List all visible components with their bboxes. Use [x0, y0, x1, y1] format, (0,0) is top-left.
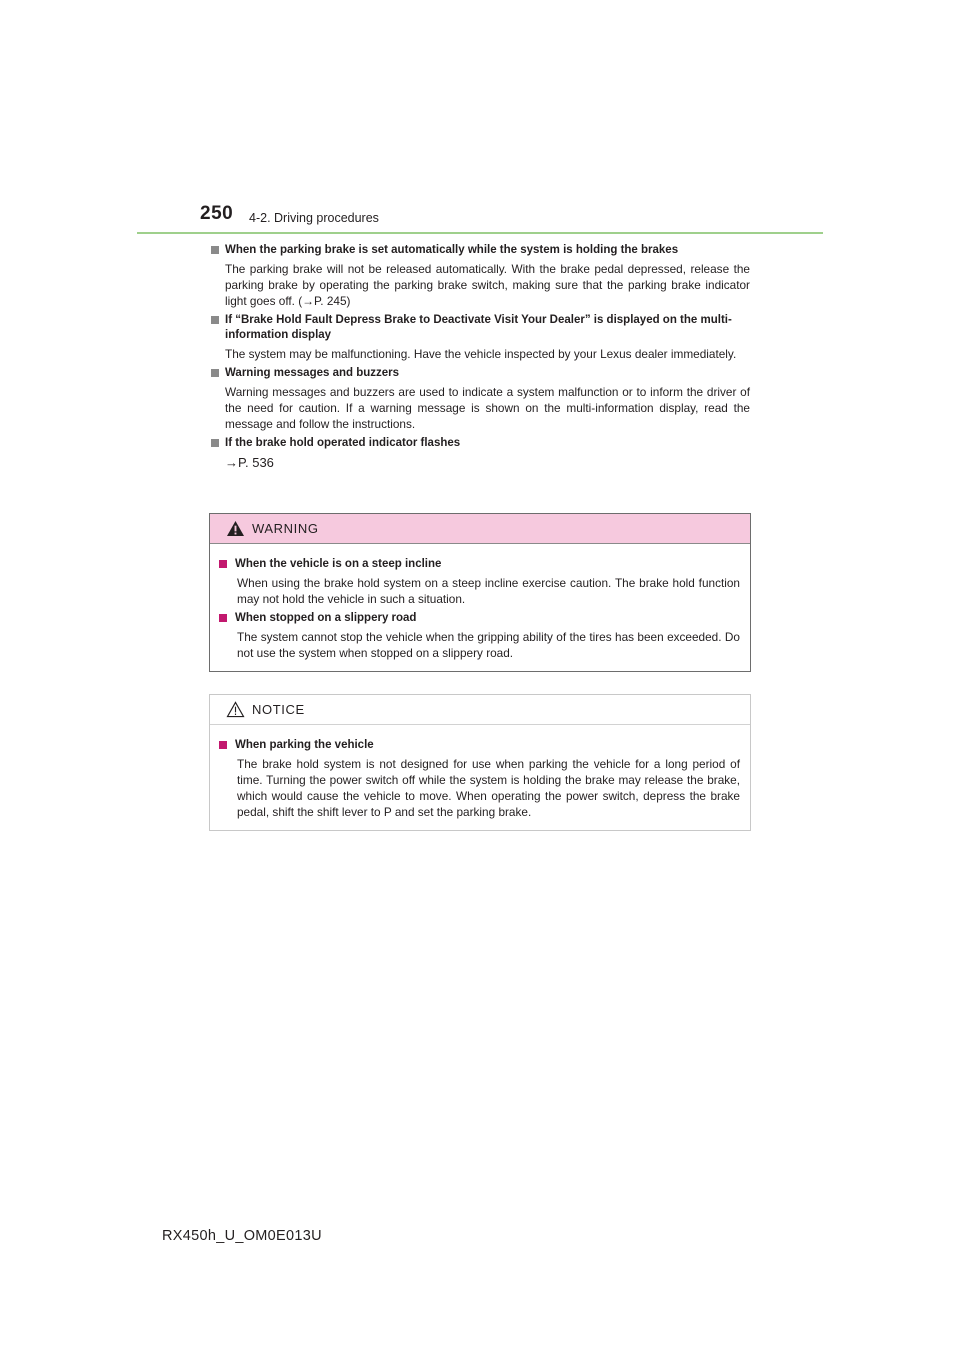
list-item — [210, 243, 750, 309]
square-bullet-icon — [211, 439, 219, 447]
document-code: RX450h_U_OM0E013U — [162, 1228, 322, 1244]
page-reference-link[interactable]: →P. 536 — [225, 455, 274, 470]
item-title: When the vehicle is on a steep incline — [235, 558, 442, 570]
warning-header — [210, 514, 750, 544]
section-title: 4-2. Driving procedures — [249, 211, 379, 225]
item-body: Warning messages and buzzers are used to indicate a system malfunction or to inform the driver of the need for caution. If a warning message is shown on the multi-information display, read the message and follow the instructions. — [225, 385, 750, 431]
list-item — [210, 366, 750, 432]
square-bullet-icon — [211, 369, 219, 377]
item-title: If “Brake Hold Fault Depress Brake to Deactivate Visit Your Dealer” is displayed on the multi-information display — [225, 314, 732, 341]
list-item — [218, 738, 740, 820]
list-item — [218, 611, 740, 661]
item-title: When the parking brake is set automatically while the system is holding the brakes — [225, 244, 679, 256]
warning-triangle-icon — [226, 520, 245, 537]
notice-header — [210, 695, 750, 725]
square-bullet-icon — [219, 614, 227, 622]
square-bullet-icon — [219, 560, 227, 568]
list-item — [210, 436, 750, 470]
square-bullet-icon — [219, 741, 227, 749]
item-body: When using the brake hold system on a steep incline exercise caution. The brake hold function may not hold the vehicle in such a situation. — [237, 576, 740, 606]
item-title: When stopped on a slippery road — [235, 612, 417, 624]
header-rule — [137, 232, 823, 234]
warning-label: WARNING — [252, 521, 319, 536]
warning-box — [209, 513, 751, 672]
notice-box — [209, 694, 751, 831]
item-title: If the brake hold operated indicator flashes — [225, 437, 461, 449]
main-content — [210, 243, 750, 474]
item-body: The system may be malfunctioning. Have the vehicle inspected by your Lexus dealer immediately. — [225, 347, 737, 361]
page-number: 250 — [200, 203, 234, 224]
square-bullet-icon — [211, 316, 219, 324]
notice-label: NOTICE — [252, 702, 305, 717]
item-title: Warning messages and buzzers — [225, 367, 400, 379]
item-body: The brake hold system is not designed for use when parking the vehicle for a long period of time. Turning the power switch off while the system is holding the brake may release the brake, which would cause the vehicle to move. When operating the power switch, depress the brake pedal, shift the shift lever to P and set the parking brake. — [237, 757, 740, 819]
caution-triangle-outline-icon — [226, 701, 245, 718]
list-item — [210, 313, 750, 362]
item-body: The system cannot stop the vehicle when the gripping ability of the tires has been exceeded. Do not use the system when stopped on a slippery road. — [237, 630, 740, 660]
list-item — [218, 557, 740, 607]
square-bullet-icon — [211, 246, 219, 254]
item-title: When parking the vehicle — [235, 739, 374, 751]
item-body: The parking brake will not be released automatically. With the brake pedal depressed, release the parking brake by operating the parking brake switch, making sure that the parking brake indicator light goes off. (→P. 245) — [225, 262, 750, 308]
